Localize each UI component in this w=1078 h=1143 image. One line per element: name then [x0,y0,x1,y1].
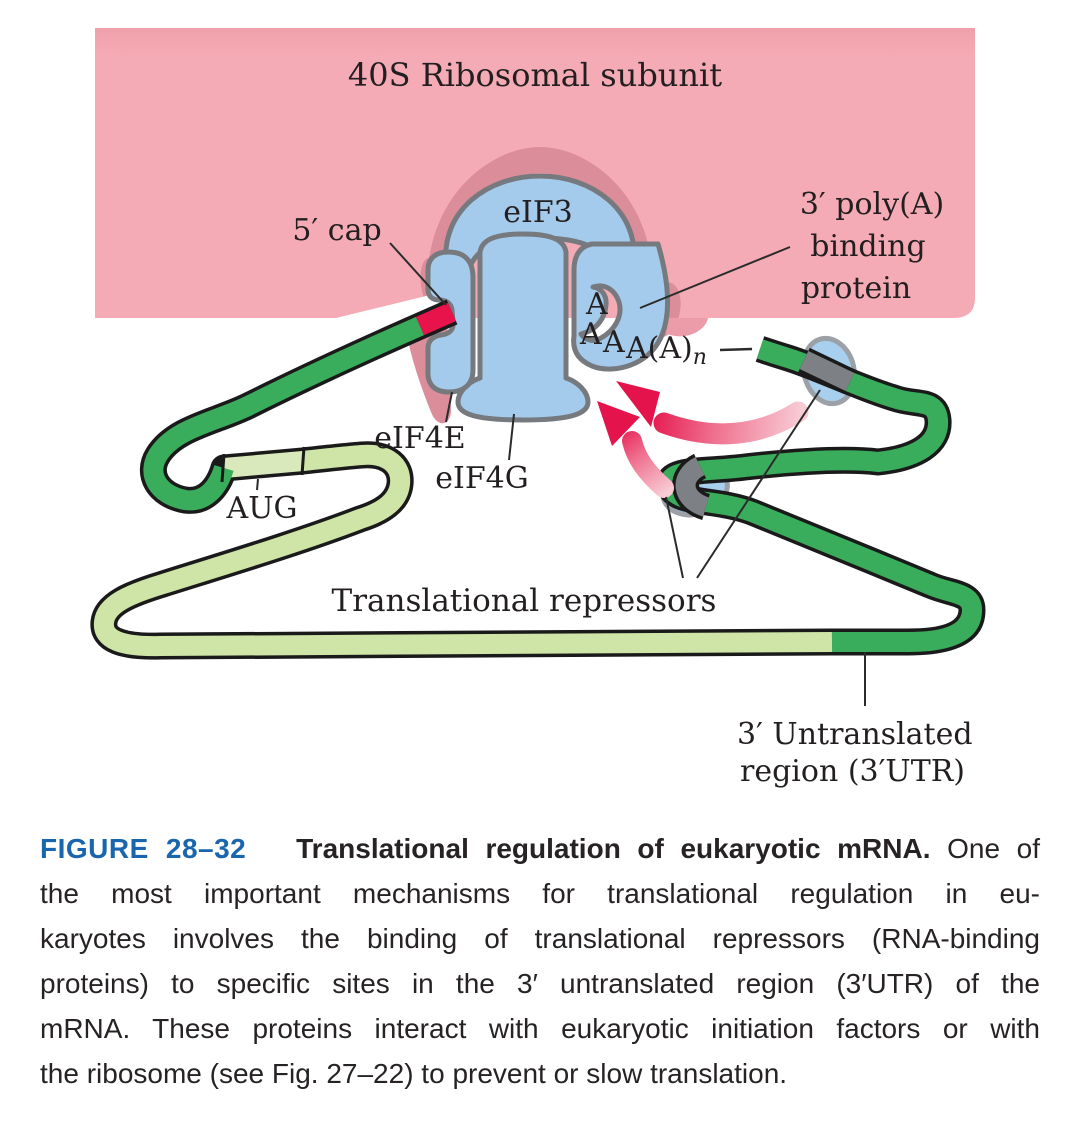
figure-caption [40,826,1040,1096]
polya-a3: A [603,325,625,360]
pabp-label-line2: binding [810,229,926,264]
caption-line-3: karyotes involves the binding of translational repressors (RNA-binding [40,923,1040,954]
polya-a2: A [580,317,602,352]
aug-pointer-line [257,479,258,490]
polya-a1: A [586,287,608,322]
five-prime-cap-segment [420,312,452,326]
pabp-label-line3: protein [800,271,912,306]
inhibition-arrow-1-shaft [664,412,798,434]
caption-line-4: proteins) to specific sites in the 3′ untranslated region (3′UTR) of the [40,968,1040,999]
caption-line-5: mRNA. These proteins interact with eukaryotic initiation factors or with [40,1013,1040,1044]
inhibition-arrow-2-shaft [632,441,664,488]
ribosome-label: 40S Ribosomal subunit [347,56,723,94]
aug-label: AUG [226,491,298,526]
eif3-label: eIF3 [503,195,573,230]
polya-pointer-line [720,349,752,350]
aug-tick-right [302,447,304,475]
figure-title: Translational regulation of eukaryotic mRNA. [296,833,931,864]
pabp-label-line1: 3′ poly(A) [799,187,945,222]
eif4g-label: eIF4G [435,461,529,496]
eif4g-shape [458,234,588,420]
caption-line-1-rest: One of [947,833,1041,864]
utr3-label-line1: 3′ Untranslated [737,717,973,752]
eif4e-label: eIF4E [374,421,466,456]
mrna-aug-segment [224,461,303,468]
caption-line-1 [40,826,1040,871]
aug-tick-left [222,454,224,482]
cap-label: 5′ cap [292,213,382,248]
polya-subscript: n [692,345,707,370]
polya-tail: $A(A)_n$ [626,331,707,370]
utr3-label-line2: region (3′UTR) [740,754,965,789]
caption-line-2: the most important mechanisms for translational regulation in eu- [40,878,1040,909]
figure-number-label: FIGURE 28–32 [40,833,247,864]
caption-line-6: the ribosome (see Fig. 27–22) to prevent or slow translation. [40,1058,788,1089]
repressors-label: Translational repressors [331,583,717,619]
